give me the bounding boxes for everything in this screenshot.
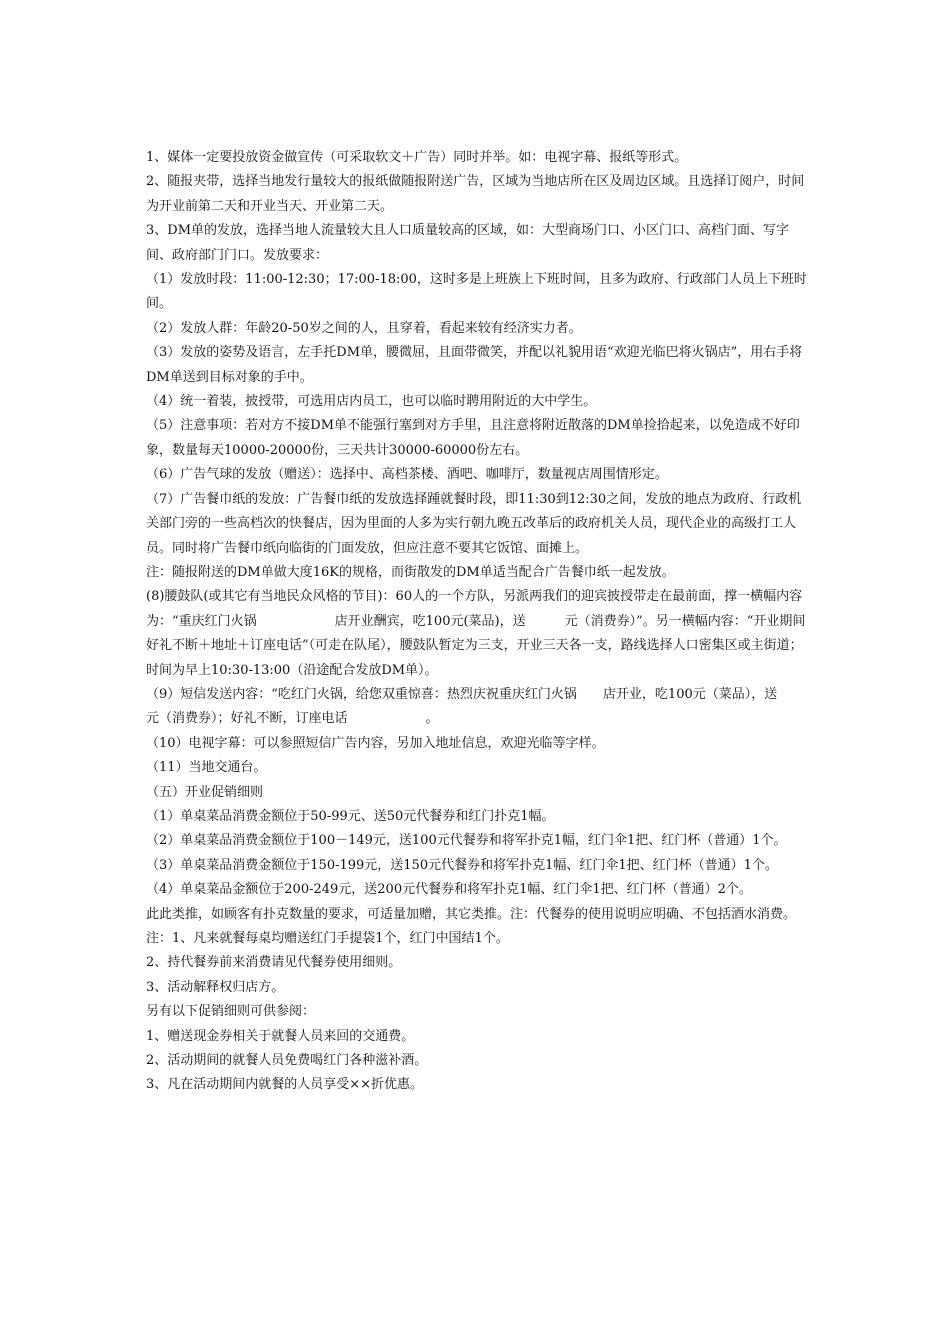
paragraph-target-crowd: （2）发放人群：年龄20-50岁之间的人，且穿着，看起来较有经济实力者。 bbox=[146, 320, 582, 336]
paragraph-dm-note: 注：随报附送的DM单做大度16K的规格，而街散发的DM单适当配合广告餐巾纸一起发放。 bbox=[146, 564, 675, 580]
paragraph-napkins: （7）广告餐巾纸的发放：广告餐巾纸的发放选择踵就餐时段，即11:30到12:30之间，发放的地点为政府、行政机关部门旁的一些高档次的快餐店，因为里面的人多为实行朝九晚五改革后的政府机关人员，现代企业的高级打工人员。同时将广告餐巾纸向临街的门面发放，但应注意不要其它饭馆、面摊上。 bbox=[146, 491, 802, 556]
paragraph-tier-3: （3）单桌菜品消费金额位于150-199元，送150元代餐券和将军扑克1幅、红门伞1把、红门杯（普通）1个。 bbox=[146, 857, 778, 873]
section-heading-opening-promotion: （五）开业促销细则 bbox=[146, 784, 264, 800]
paragraph-balloons: （6）广告气球的发放（赠送）：选择中、高档茶楼、酒吧、咖啡厅，数量视店周围情形定。 bbox=[146, 467, 668, 483]
paragraph-discount: 3、凡在活动期间内就餐的人员享受××折优惠。 bbox=[146, 1077, 424, 1093]
paragraph-tier-2: （2）单桌菜品消费金额位于100－149元，送100元代餐券和将军扑克1幅，红门伞1把、红门杯（普通）1个。 bbox=[146, 833, 787, 849]
paragraph-newspaper-insert: 2、随报夹带，选择当地发行量较大的报纸做随报附送广告，区域为当地店所在区及周边区域。且选择订阅户，时间为开业前第二天和开业当天、开业第二天。 bbox=[146, 174, 805, 214]
paragraph-tier-4: （4）单桌菜品金额位于200-249元，送200元代餐券和将军扑克1幅、红门伞1把、红门杯（普通）2个。 bbox=[146, 882, 752, 898]
paragraph-drum-team: (8)腰鼓队(或其它有当地民众风格的节目)：60人的一个方队，另派两我们的迎宾披授带走在最前面，撑一横幅内容为：“重庆红门火锅 店开业酬宾，吃100元(菜品)，送 元（消费券）”。另一横幅内容：“开业期间好礼不断＋地址＋订座电话”（可走在队尾），腰鼓队暂定为三支，开业三天各一支，路线选择人口密集区或主街道；时间为早上10:30-13:00（沿途配合发放DM单）。 bbox=[146, 589, 806, 678]
document-body bbox=[146, 146, 810, 1098]
paragraph-media-promotion: 1、媒体一定要投放资金做宣传（可采取软文＋广告）同时并举。如：电视字幕、报纸等形式。 bbox=[146, 150, 688, 165]
paragraph-tv-caption: （10）电视字幕：可以参照短信广告内容，另加入地址信息，欢迎光临等字样。 bbox=[146, 735, 605, 751]
paragraph-free-wine: 2、活动期间的就餐人员免费喝红门各种滋补酒。 bbox=[146, 1053, 428, 1069]
paragraph-cash-coupon: 1、赠送现金券相关于就餐人员来回的交通费。 bbox=[146, 1028, 415, 1044]
paragraph-other-promotions: 另有以下促销细则可供参阅： bbox=[146, 1004, 316, 1020]
paragraph-dm-distribution: 3、DM单的发放，选择当地人流量较大且人口质量较高的区域，如：大型商场门口、小区门口、高档门面、写字间、政府部门门口。发放要求： bbox=[146, 223, 790, 263]
paragraph-interpretation-right: 3、活动解释权归店方。 bbox=[146, 979, 285, 995]
paragraph-voucher-rules: 2、持代餐券前来消费请见代餐券使用细则。 bbox=[146, 955, 402, 971]
paragraph-posture-language: （3）发放的姿势及语言，左手托DM单，腰微屈，且面带微笑，并配以礼貌用语“欢迎光临巴将火锅店”，用右手将DM单送到目标对象的手中。 bbox=[146, 345, 803, 385]
paragraph-distribution-time: （1）发放时段：11:00-12:30；17:00-18:00，这时多是上班族上下班时间，且多为政府、行政部门人员上下班时间。 bbox=[146, 272, 807, 312]
paragraph-sms-content: （9）短信发送内容：“吃红门火锅，给您双重惊喜：热烈庆祝重庆红门火锅 店开业，吃100元（菜品），送 元（消费券）；好礼不断，订座电话 。 bbox=[146, 686, 804, 727]
paragraph-and-so-on: 此此类推，如顾客有扑克数量的要求，可适量加赠，其它类推。注：代餐券的使用说明应明确、不包括酒水消费。 bbox=[146, 906, 797, 922]
paragraph-uniform: （4）统一着装，披授带，可选用店内员工，也可以临时聘用附近的大中学生。 bbox=[146, 394, 597, 410]
paragraph-traffic-radio: （11）当地交通台。 bbox=[146, 760, 267, 776]
paragraph-note-gift-bag: 注：1、凡来就餐每桌均赠送红门手提袋1个，红门中国结1个。 bbox=[146, 931, 509, 946]
paragraph-tier-1: （1）单桌菜品消费金额位于50-99元、送50元代餐券和红门扑克1幅。 bbox=[146, 808, 555, 824]
paragraph-precautions: （5）注意事项：若对方不接DM单不能强行塞到对方手里，且注意将附近散落的DM单捡拾起来，以免造成不好印象，数量每天10000-20000份，三天共计30000-60000份左右。 bbox=[146, 418, 800, 458]
